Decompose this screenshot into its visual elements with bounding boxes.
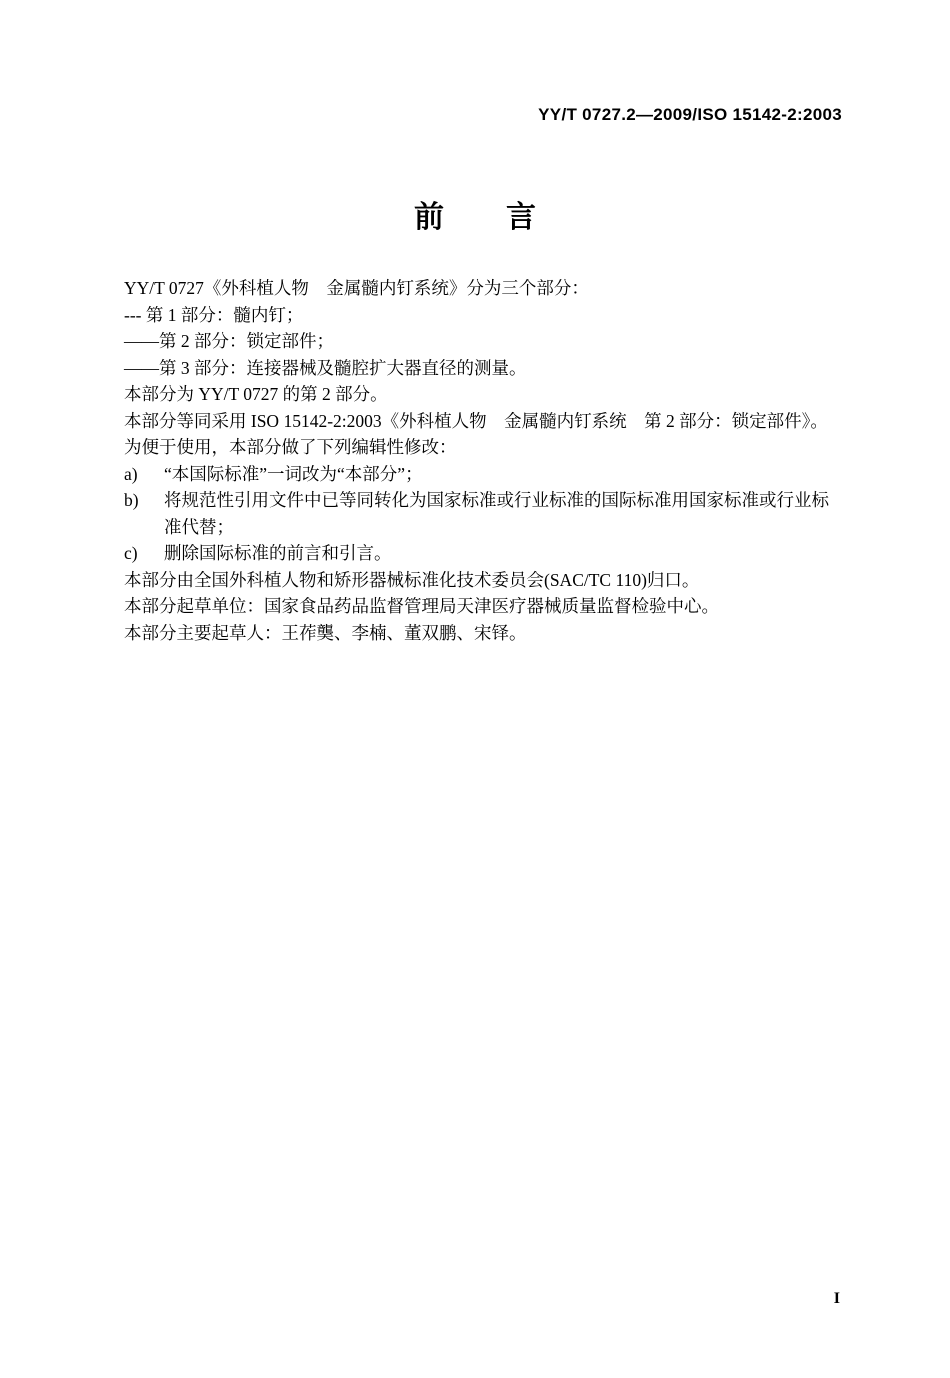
- foreword-paragraph-2: 本部分等同采用 ISO 15142-2:2003《外科植人物 金属髓内钉系统 第 2 部分：锁定部件》。: [124, 410, 828, 431]
- foreword-closing-1: 本部分由全国外科植人物和矫形器械标准化技术委员会(SAC/TC 110)归口。: [124, 569, 700, 590]
- foreword-part-3: ——第 3 部分：连接器械及髓腔扩大器直径的测量。: [124, 357, 527, 378]
- foreword-paragraph-3: 为便于使用，本部分做了下列编辑性修改：: [124, 437, 457, 457]
- foreword-body: [124, 275, 842, 646]
- foreword-intro: YY/T 0727《外科植人物 金属髓内钉系统》分为三个部分：: [124, 278, 589, 298]
- foreword-edit-item-b: [124, 487, 842, 540]
- page-number: I: [833, 1290, 840, 1307]
- page-header-standard-code: YY/T 0727.2—2009/ISO 15142-2:2003: [538, 105, 842, 124]
- foreword-part-2: ——第 2 部分：锁定部件；: [124, 331, 334, 351]
- list-text-a: “本国际标准”一词改为“本部分”；: [164, 463, 423, 484]
- foreword-part-1: --- 第 1 部分：髓内钉；: [124, 304, 304, 325]
- list-marker-b: b): [124, 490, 139, 510]
- foreword-closing-3: 本部分主要起草人：王莋龑、李楠、董双鹏、宋铎。: [124, 622, 527, 643]
- page-title: 前 言: [414, 200, 552, 235]
- list-marker-c: c): [124, 543, 138, 563]
- list-text-b: 将规范性引用文件中已等同转化为国家标准或行业标准的国际标准用国家标准或行业标准代替；: [164, 490, 829, 537]
- foreword-edit-item-a: [124, 461, 842, 488]
- list-marker-a: a): [124, 463, 138, 484]
- foreword-paragraph-1: 本部分为 YY/T 0727 的第 2 部分。: [124, 384, 388, 404]
- list-text-c: 删除国际标准的前言和引言。: [164, 543, 392, 563]
- foreword-closing-2: 本部分起草单位：国家食品药品监督管理局天津医疗器械质量监督检验中心。: [124, 596, 719, 616]
- foreword-edit-item-c: [124, 540, 842, 567]
